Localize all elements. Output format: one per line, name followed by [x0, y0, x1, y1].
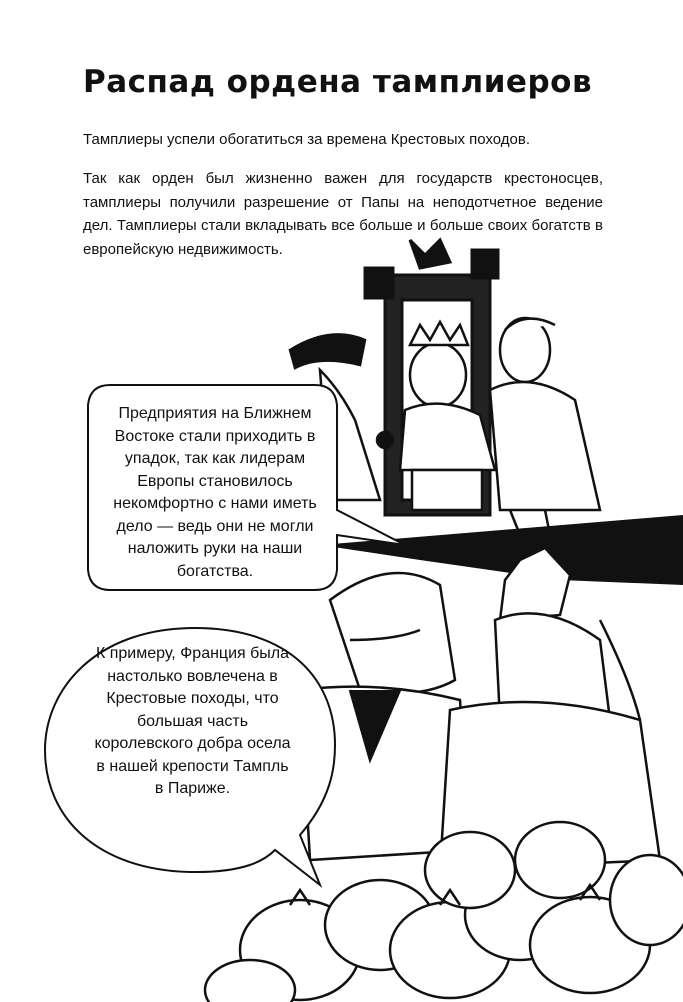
- intro-paragraph: Тамплиеры успели обогатиться за времена Крестовых походов.: [83, 131, 531, 148]
- speech-bubble-1-text: Предприятия на Ближнем Востоке стали приходить в упадок, так как лидерам Европы становилось некомфортно с нами иметь дело — ведь они не могли наложить руки на наши богатства.: [113, 405, 317, 580]
- dark-floor: [320, 515, 683, 585]
- body-paragraph: Так как орден был жизненно важен для государств крестоносцев, тамплиеры получили разрешение от Папы на неподотчетное ведение дел. Тамплиеры стали вкладывать все больше и больше своих богатств в европейскую недвижимость.: [83, 170, 603, 258]
- speech-bubble-2-text: К примеру, Франция была настолько вовлечена в Крестовые походы, что большая часть королевского добра осела в нашей крепости Тампль в Париже.: [94, 645, 291, 797]
- right-figure: [490, 318, 600, 535]
- page-title: Распад ордена тамплиеров: [83, 64, 593, 100]
